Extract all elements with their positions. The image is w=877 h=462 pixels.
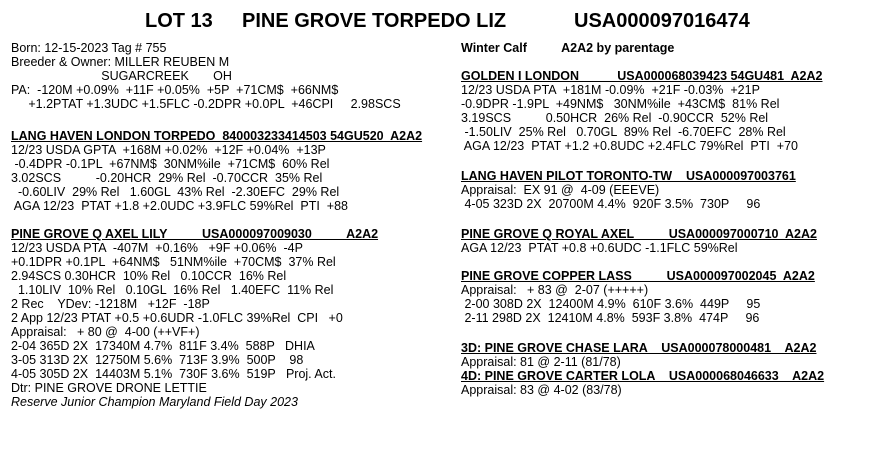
- dam-line: Dtr: PINE GROVE DRONE LETTIE: [11, 381, 207, 395]
- granddam-line: 2-11 298D 2X 12410M 4.8% 593F 3.8% 474P 96: [461, 311, 760, 325]
- lot-title-bar: [0, 10, 877, 36]
- mgs-heading: GOLDEN I LONDON USA000068039423 54GU481 A2A2: [461, 69, 823, 83]
- sire-line: -0.60LIV 29% Rel 1.60GL 43% Rel -2.30EFC 29% Rel: [11, 185, 340, 199]
- dam-sire-line: AGA 12/23 PTAT +0.8 +0.6UDC -1.1FLC 59%Rel: [461, 241, 738, 255]
- dam-sire-heading: PINE GROVE Q ROYAL AXEL USA000097000710 A2A2: [461, 227, 817, 241]
- granddam-sire-heading: LANG HAVEN PILOT TORONTO-TW USA000097003761: [461, 169, 796, 183]
- left-column: [11, 41, 451, 409]
- lot-number: LOT 13: [145, 10, 213, 32]
- granddam-sire-line: 4-05 323D 2X 20700M 4.4% 920F 3.5% 730P 96: [461, 197, 761, 211]
- born-line: Born: 12-15-2023 Tag # 755: [11, 41, 167, 55]
- pa-line-1: PA: -120M +0.09% +11F +0.05% +5P +71CM$ +66NM$: [11, 83, 339, 97]
- dam-line: 2.94SCS 0.30HCR 10% Rel 0.10CCR 16% Rel: [11, 269, 287, 283]
- sire-heading: LANG HAVEN LONDON TORPEDO 840003233414503 54GU520 A2A2: [11, 129, 423, 143]
- dam-line: 4-05 305D 2X 14403M 5.1% 730F 3.6% 519P Proj. Act.: [11, 367, 336, 381]
- sire-line: 12/23 USDA GPTA +168M +0.02% +12F +0.04% +13P: [11, 143, 326, 157]
- breeder-line: Breeder & Owner: MILLER REUBEN M: [11, 55, 230, 69]
- mgs-line: AGA 12/23 PTAT +1.2 +0.8UDC +2.4FLC 79%Rel PTI +70: [461, 139, 798, 153]
- dam-line: 2 App 12/23 PTAT +0.5 +0.6UDR -1.0FLC 39%Rel CPI +0: [11, 311, 343, 325]
- animal-name: PINE GROVE TORPEDO LIZ: [242, 10, 507, 32]
- dam-line: 2 Rec YDev: -1218M +12F -18P: [11, 297, 210, 311]
- pa-line-2: +1.2PTAT +1.3UDC +1.5FLC -0.2DPR +0.0PL +46CPI 2.98SCS: [11, 97, 401, 111]
- dam-heading: PINE GROVE Q AXEL LILY USA000097009030 A2A2: [11, 227, 379, 241]
- dam-line: 3-05 313D 2X 12750M 5.6% 713F 3.9% 500P 98: [11, 353, 304, 367]
- granddam-heading: PINE GROVE COPPER LASS USA000097002045 A2A2: [461, 269, 815, 283]
- registration-number: USA000097016474: [574, 10, 750, 32]
- fourth-dam-heading: 4D: PINE GROVE CARTER LOLA USA000068046633 A2A2: [461, 369, 825, 383]
- dam-line: 12/23 USDA PTA -407M +0.16% +9F +0.06% -4P: [11, 241, 303, 255]
- dam-line: 1.10LIV 10% Rel 0.10GL 16% Rel 1.40EFC 11% Rel: [11, 283, 334, 297]
- third-dam-line: Appraisal: 81 @ 2-11 (81/78): [461, 355, 621, 369]
- mgs-line: 12/23 USDA PTA +181M -0.09% +21F -0.03% +21P: [461, 83, 760, 97]
- award-line: Reserve Junior Champion Maryland Field Day 2023: [11, 395, 298, 409]
- calf-class-line: Winter Calf A2A2 by parentage: [461, 41, 675, 55]
- granddam-sire-line: Appraisal: EX 91 @ 4-09 (EEEVE): [461, 183, 660, 197]
- fourth-dam-line: Appraisal: 83 @ 4-02 (83/78): [461, 383, 622, 397]
- dam-line: Appraisal: + 80 @ 4-00 (++VF+): [11, 325, 200, 339]
- sire-line: 3.02SCS -0.20HCR 29% Rel -0.70CCR 35% Rel: [11, 171, 323, 185]
- sire-line: AGA 12/23 PTAT +1.8 +2.0UDC +3.9FLC 59%Rel PTI +88: [11, 199, 348, 213]
- granddam-line: Appraisal: + 83 @ 2-07 (+++++): [461, 283, 649, 297]
- right-column: [461, 41, 871, 397]
- third-dam-heading: 3D: PINE GROVE CHASE LARA USA000078000481 A2A2: [461, 341, 817, 355]
- mgs-line: 3.19SCS 0.50HCR 26% Rel -0.90CCR 52% Rel: [461, 111, 769, 125]
- sire-line: -0.4DPR -0.1PL +67NM$ 30NM%ile +71CM$ 60% Rel: [11, 157, 330, 171]
- dam-line: +0.1DPR +0.1PL +64NM$ 51NM%ile +70CM$ 37% Rel: [11, 255, 336, 269]
- city-line: SUGARCREEK OH: [11, 69, 232, 83]
- mgs-line: -0.9DPR -1.9PL +49NM$ 30NM%ile +43CM$ 81% Rel: [461, 97, 780, 111]
- mgs-line: -1.50LIV 25% Rel 0.70GL 89% Rel -6.70EFC 28% Rel: [461, 125, 786, 139]
- granddam-line: 2-00 308D 2X 12400M 4.9% 610F 3.6% 449P 95: [461, 297, 761, 311]
- dam-line: 2-04 365D 2X 17340M 4.7% 811F 3.4% 588P DHIA: [11, 339, 315, 353]
